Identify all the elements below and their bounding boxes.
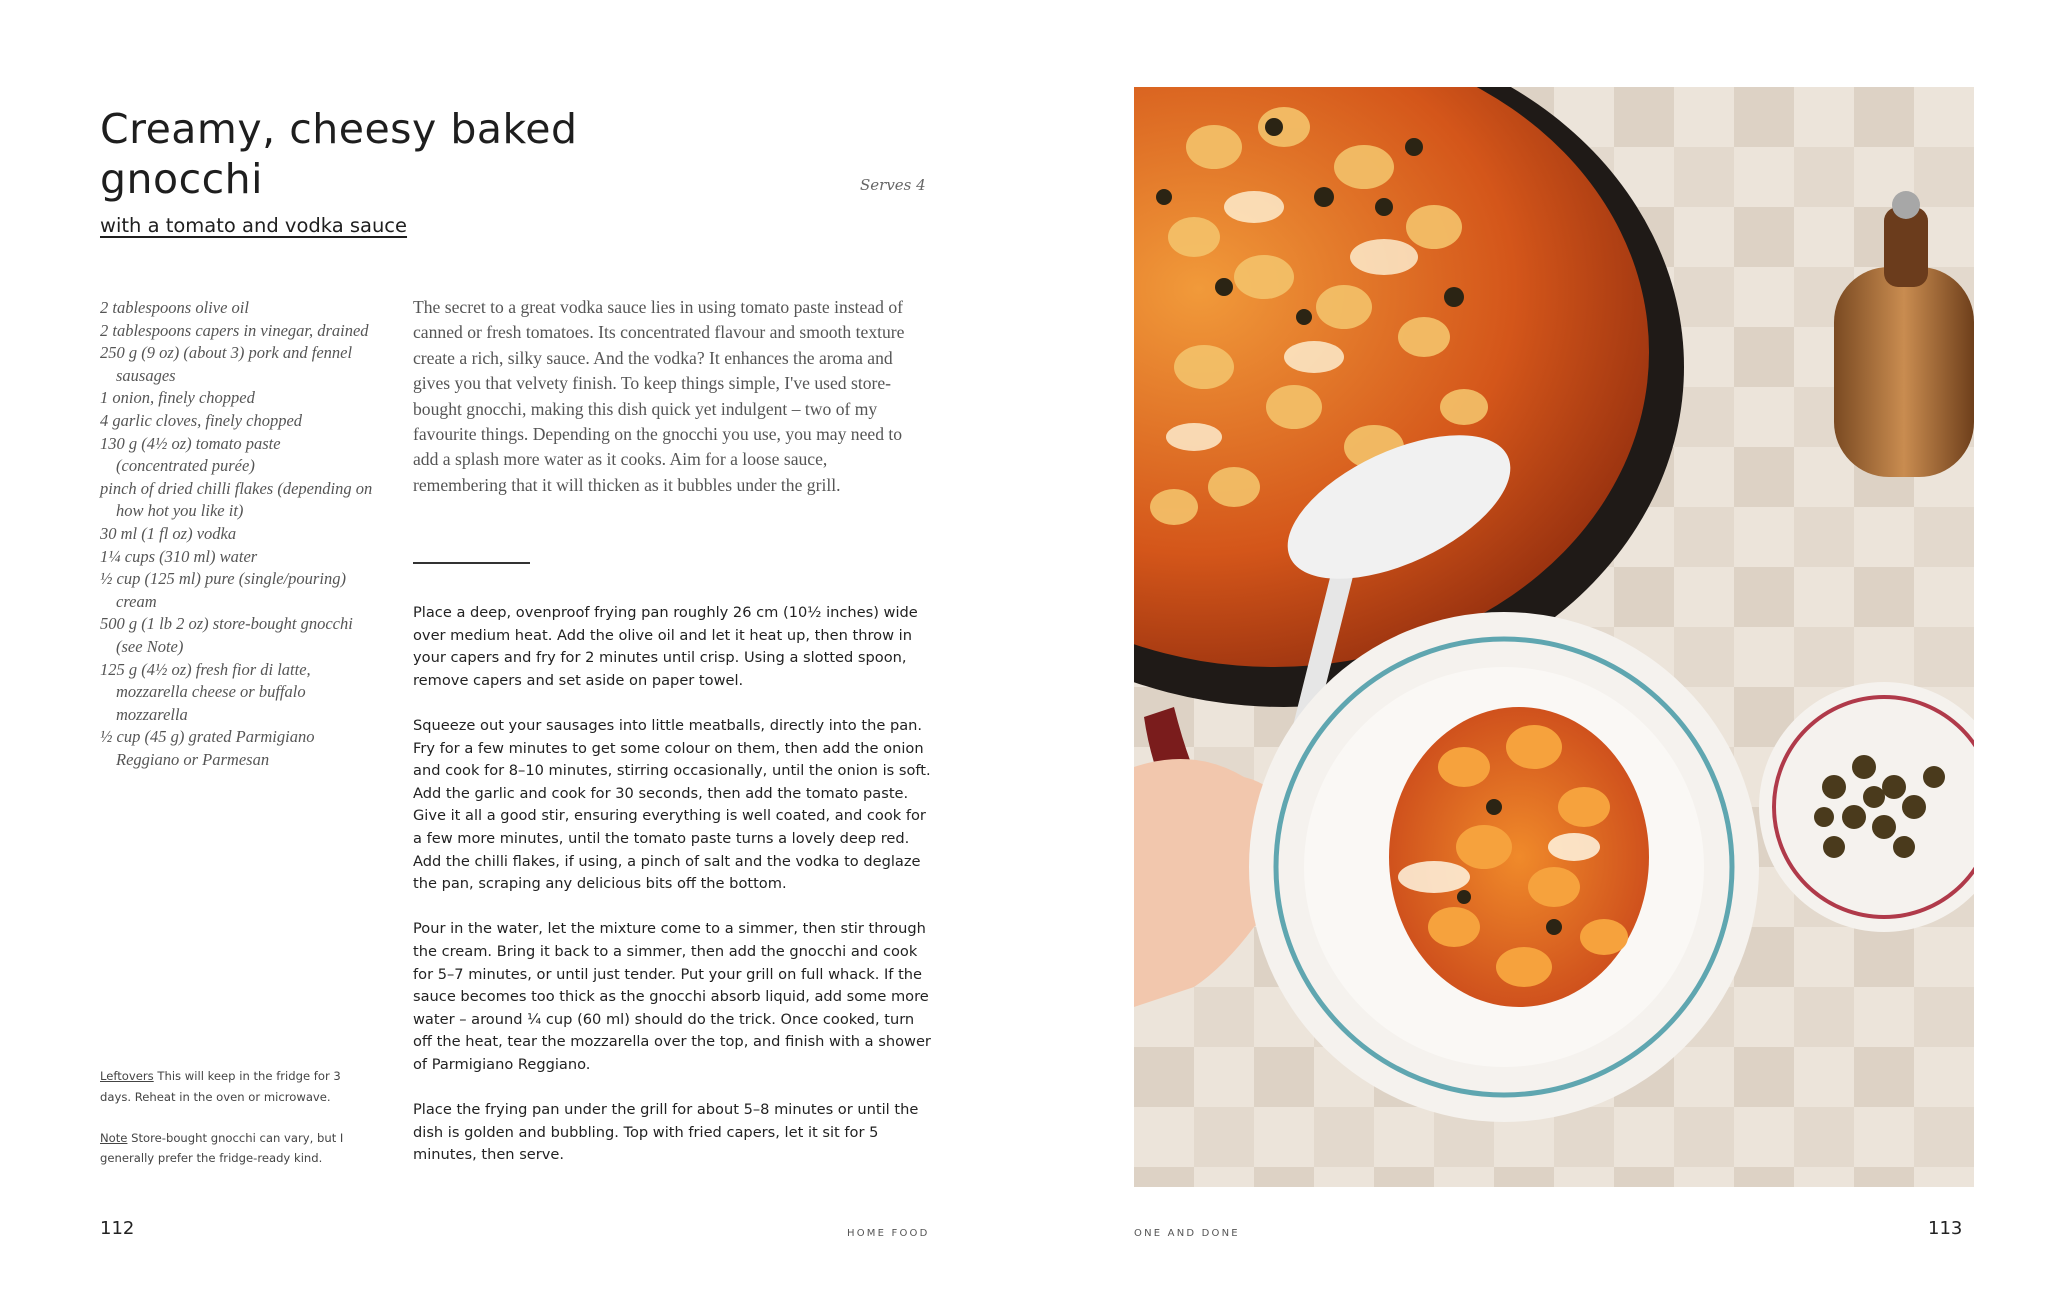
ingredients-list bbox=[100, 297, 375, 771]
recipe-title: Creamy, cheesy baked gnocchi bbox=[100, 105, 578, 203]
gnocchi-bowl bbox=[1249, 612, 1759, 1122]
serves-label: Serves 4 bbox=[860, 176, 926, 194]
ingredient-item: 1 onion, finely chopped bbox=[100, 388, 255, 408]
ingredient-item: 30 ml (1 fl oz) vodka bbox=[100, 523, 237, 543]
method-step: Pour in the water, let the mixture come to a simmer, then stir through the cream. Bring it back to a simmer, then add the gnocchi and cook for 5–7 minutes, or until just tender. Put your grill on full whack. If the sauce becomes too thick as the gnocchi absorb liquid, add some more water – around ¼ cup (60 ml) should do the trick. Once cooked, turn off the heat, tear the mozzarella over the top, and finish with a shower of Parmigiano Reggiano. bbox=[413, 920, 931, 1073]
page-number-left: 112 bbox=[100, 1218, 135, 1239]
ingredient-item: 250 g (9 oz) (about 3) pork and fennel sausages bbox=[100, 343, 353, 385]
intro-paragraph: The secret to a great vodka sauce lies in using tomato paste instead of canned or fresh tomatoes. Its concentrated flavour and smooth texture create a rich, silky sauce. And the vodka? It enhances the aroma and gives you that velvety finish. To keep things simple, I've used store-bought gnocchi, making this dish quick yet indulgent – two of my favourite things. Depending on the gnocchi you use, you may need to add a splash more water as it cooks. Aim for a loose sauce, remembering that it will thicken as it bubbles under the grill. bbox=[413, 297, 905, 495]
ingredient-item: 4 garlic cloves, finely chopped bbox=[100, 410, 303, 430]
food-photo bbox=[1134, 87, 1974, 1187]
leftovers-note bbox=[100, 1066, 360, 1107]
ingredient-item: 2 tablespoons capers in vinegar, drained bbox=[100, 320, 369, 340]
page-number-right: 113 bbox=[1928, 1218, 1963, 1239]
ingredient-item: 2 tablespoons olive oil bbox=[100, 298, 249, 317]
ingredient-item: 1¼ cups (310 ml) water bbox=[100, 546, 258, 566]
running-head-right: ONE AND DONE bbox=[1134, 1228, 1240, 1239]
gnocchi-note bbox=[100, 1128, 360, 1169]
ingredient-item: ½ cup (125 ml) pure (single/pouring) cream bbox=[100, 569, 346, 611]
note-label: Leftovers bbox=[100, 1069, 154, 1083]
ingredient-item: 500 g (1 lb 2 oz) store-bought gnocchi (see Note) bbox=[100, 614, 353, 656]
ingredient-item: 125 g (4½ oz) fresh fior di latte, mozzarella cheese or buffalo mozzarella bbox=[100, 659, 311, 724]
section-divider bbox=[413, 562, 530, 564]
method-step: Place the frying pan under the grill for about 5–8 minutes or until the dish is golden and bubbling. Top with fried capers, let it sit for 5 minutes, then serve. bbox=[413, 1101, 919, 1164]
right-page bbox=[1024, 0, 2048, 1302]
note-text: This will keep in the fridge for 3 days. Reheat in the oven or microwave. bbox=[100, 1069, 341, 1104]
food-photo-illustration bbox=[1134, 87, 1974, 1187]
note-text: Store-bought gnocchi can vary, but I generally prefer the fridge-ready kind. bbox=[100, 1130, 344, 1165]
ingredient-item: ½ cup (45 g) grated Parmigiano Reggiano or Parmesan bbox=[100, 727, 315, 769]
recipe-subtitle: with a tomato and vodka sauce bbox=[100, 214, 408, 237]
ingredient-item: pinch of dried chilli flakes (depending on how hot you like it) bbox=[100, 478, 373, 521]
method-step: Squeeze out your sausages into little meatballs, directly into the pan. Fry for a few minutes to get some colour on them, then add the onion and cook for 8–10 minutes, stirring occasionally, until the onion is soft. Add the garlic and cook for 30 seconds, then add the tomato paste. Give it all a good stir, ensuring everything is well coated, and cook for a few more minutes, until the tomato paste turns a lovely deep red. Add the chilli flakes, if using, a pinch of salt and the vodka to deglaze the pan, scraping any delicious bits off the bottom. bbox=[413, 716, 931, 893]
method-step: Place a deep, ovenproof frying pan roughly 26 cm (10½ inches) wide over medium heat. Add the olive oil and let it heat up, then throw in your capers and fry for 2 minutes until crisp. Using a slotted spoon, remove capers and set aside on paper towel. bbox=[413, 604, 918, 689]
running-head-left: HOME FOOD bbox=[847, 1228, 930, 1239]
recipe-notes bbox=[100, 1066, 360, 1189]
ingredient-item: 130 g (4½ oz) tomato paste (concentrated purée) bbox=[100, 433, 281, 476]
method-steps bbox=[413, 602, 933, 1189]
note-label: Note bbox=[100, 1130, 128, 1145]
